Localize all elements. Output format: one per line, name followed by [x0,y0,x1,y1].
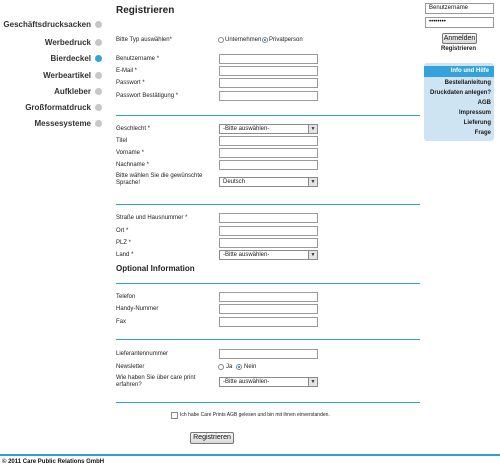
chevron-down-icon: ▼ [308,378,317,386]
login-password-field[interactable]: •••••••• [425,17,494,28]
register-link[interactable]: Registrieren [441,46,477,52]
nav-item-messesysteme[interactable]: Messesysteme [34,119,91,128]
nav-item-bierdeckel[interactable]: Bierdeckel [50,54,91,63]
phone-field[interactable] [219,292,318,302]
gender-label: Geschlecht * [116,126,151,132]
lastname-field[interactable] [219,160,318,170]
title-label: Titel [116,138,128,144]
newsletter-radio-ja[interactable] [218,364,224,370]
street-field[interactable] [219,213,318,223]
chevron-down-icon: ▼ [308,178,317,186]
email-field[interactable] [219,66,318,76]
info-link-impressum[interactable]: Impressum [458,110,491,116]
optional-section-heading: Optional Information [116,264,195,273]
newsletter-option-ja-label: Ja [226,364,233,370]
type-label: Bitte Typ auswählen* [116,37,172,43]
info-link-agb[interactable]: AGB [477,100,491,106]
nav-item-werbeartikel[interactable]: Werbeartikel [43,71,91,80]
mobile-label: Handy-Nummer [116,306,159,312]
info-link-frage[interactable]: Frage [474,130,491,136]
zip-label: PLZ * [116,240,132,246]
nav-bullet-icon [95,39,102,46]
username-label: Benutzername * [116,56,160,62]
newsletter-radio-nein[interactable] [236,364,242,370]
info-link-lieferung[interactable]: Lieferung [463,120,491,126]
section-divider [116,402,420,403]
nav-item-geschaeftsdrucksacken[interactable]: Geschäftsdrucksacken [3,20,91,29]
supplier-number-label: Lieferantennummer [116,351,169,357]
nav-bullet-icon [95,104,102,111]
phone-label: Telefon [116,294,136,300]
agb-consent-label: Ich habe Care Prints AGB gelesen und bin mit ihnen einverstanden. [180,412,330,418]
info-link-druckdaten[interactable]: Druckdaten anlegen? [429,90,491,96]
fax-field[interactable] [219,317,318,327]
password-label: Passwort * [116,80,145,86]
zip-field[interactable] [219,238,318,248]
info-help-heading: Info und Hilfe [424,66,494,77]
type-radio-privatperson[interactable] [262,37,268,43]
fax-label: Fax [116,319,127,325]
country-select-value: -Bitte auswählen- [223,252,270,258]
nav-bullet-icon [95,120,102,127]
title-field[interactable] [219,136,318,146]
nav-bullet-icon [95,72,102,79]
type-option-privatperson-label: Privatperson [269,37,303,43]
username-field[interactable] [219,54,318,64]
section-divider [116,204,420,205]
newsletter-label: Newsletter [116,364,145,370]
country-select[interactable] [219,250,318,260]
newsletter-option-nein-label: Nein [244,364,257,370]
nav-item-werbedruck[interactable]: Werbedruck [44,38,91,47]
login-button[interactable]: Anmelden [443,35,476,42]
referral-source-label: Wie haben Sie über care print erfahren? [116,375,196,388]
lastname-label: Nachname * [116,162,150,168]
register-submit-button[interactable]: Registrieren [190,432,234,444]
type-option-unternehmen-label: Unternehmen [225,37,262,43]
country-label: Land * [116,252,134,258]
section-divider [116,339,420,340]
nav-item-aufkleber[interactable]: Aufkleber [54,87,91,96]
page-title: Registrieren [116,5,175,16]
type-radio-unternehmen[interactable] [218,37,224,43]
nav-item-grossformatdruck[interactable]: Großformatdruck [25,103,91,112]
supplier-number-field[interactable] [219,349,318,359]
section-divider [116,283,420,284]
nav-bullet-icon [95,21,102,28]
footer-copyright: © 2011 Care Public Relations GmbH [2,459,105,465]
mobile-field[interactable] [219,304,318,314]
language-label: Bitte wählen Sie die gewünschte Sprache! [116,173,203,186]
city-label: Ort * [116,228,129,234]
nav-active-bullet-icon [95,55,102,62]
password-confirm-label: Passwort Bestätigung * [116,93,179,99]
nav-bullet-icon [95,88,102,95]
info-help-box [424,63,494,141]
street-label: Straße und Hausnummer * [116,215,188,221]
email-label: E-Mail * [116,68,138,74]
language-select-value: Deutsch [223,179,246,185]
info-link-bestellanleitung[interactable]: Bestellanleitung [444,80,491,86]
firstname-field[interactable] [219,148,318,158]
firstname-label: Vorname * [116,150,145,156]
section-divider [116,115,420,116]
chevron-down-icon: ▼ [308,251,317,259]
referral-source-select[interactable] [219,377,318,387]
language-select[interactable] [219,177,318,187]
chevron-down-icon: ▼ [308,125,317,133]
footer-divider [0,454,500,456]
city-field[interactable] [219,226,318,236]
gender-select-value: -Bitte auswählen- [223,126,270,132]
password-field[interactable] [219,78,318,88]
password-confirm-field[interactable] [219,91,318,101]
login-username-field[interactable]: Benutzername [425,3,494,14]
gender-select[interactable] [219,124,318,134]
referral-source-select-value: -Bitte auswählen- [223,379,270,385]
agb-checkbox[interactable] [171,412,178,419]
